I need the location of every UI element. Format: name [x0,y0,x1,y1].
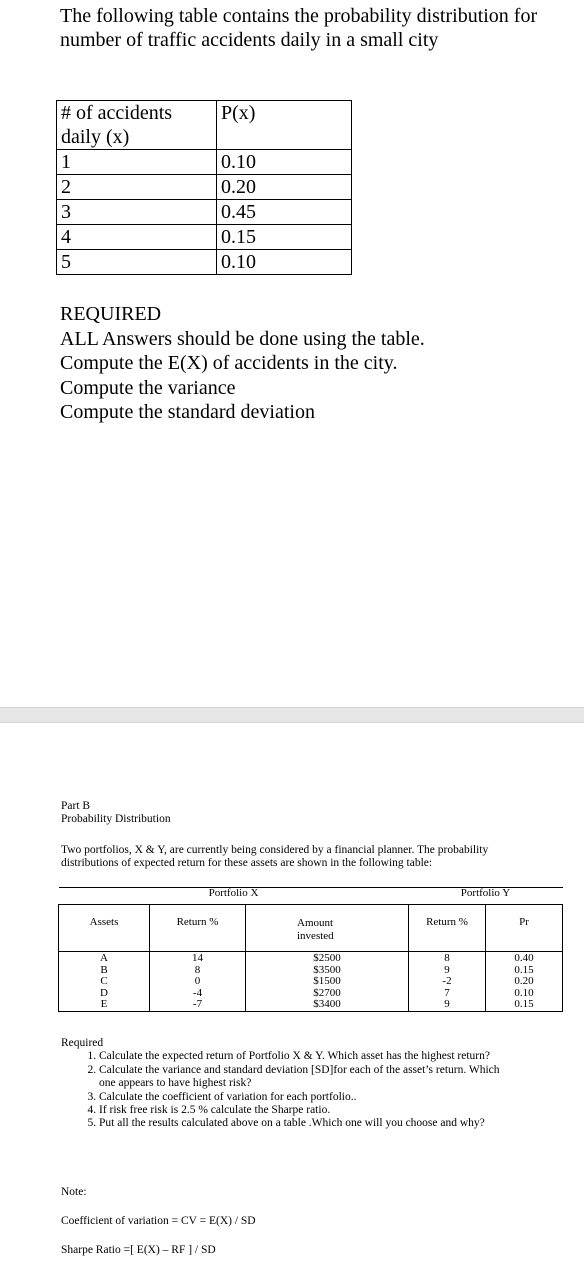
table-row [57,225,352,250]
column-header-row [59,905,563,952]
pr-value: 0.40 [514,952,534,964]
amount-value: $3400 [313,998,341,1010]
return-x-value: -4 [192,986,203,999]
accidents-table [56,100,352,275]
cell-x: 4 [57,225,217,250]
col-pr: Pr [486,905,563,952]
table-row [57,250,352,275]
cell-p: 0.10 [217,250,352,275]
asset-label: C [100,975,108,987]
return-x-value: 14 [192,952,203,964]
cell-p: 0.20 [217,175,352,200]
col-assets: Assets [59,905,150,952]
pr-value: 0.10 [514,986,534,999]
cv-formula: Coefficient of variation = CV = E(X) / SD [61,1215,256,1227]
col-return-y: Return % [409,905,486,952]
assets-cell [59,952,150,1012]
return-x-value: 8 [194,963,201,976]
pr-value: 0.15 [514,963,534,976]
asset-label: D [100,986,108,999]
question-item: 3. Calculate the coefficient of variation for each portfolio.. [99,1091,511,1104]
return-x-value: 0 [194,975,201,987]
cell-x: 1 [57,150,217,175]
return-y-value: 8 [444,952,450,964]
table-header-row [57,101,352,150]
pr-value: 0.20 [514,975,534,987]
amount-value: $2500 [313,952,341,964]
asset-label: A [100,952,108,964]
required-questions [61,1037,511,1131]
pr-value: 0.15 [514,998,534,1010]
portfolio-x-header: Portfolio X [59,888,409,905]
amount-value: $2700 [313,986,341,999]
question-item: 5. Put all the results calculated above on a table .Which one will you choose and why? [99,1117,511,1130]
cell-p: 0.45 [217,200,352,225]
col-return-x: Return % [150,905,246,952]
table-row [57,175,352,200]
page-title: The following table contains the probability distribution for number of traffic accidents daily in a small city [60,5,538,51]
required-line: Compute the E(X) of accidents in the city. [60,352,398,375]
question-list [61,1050,511,1130]
required-line: ALL Answers should be done using the table. [60,327,425,350]
cell-x: 2 [57,175,217,200]
required-heading: REQUIRED [60,303,162,325]
cell-p: 0.10 [217,150,352,175]
return-y-value: -2 [442,975,452,987]
table-row [59,952,563,1012]
cell-x: 5 [57,250,217,275]
pr-cell [486,952,563,1012]
table-row [57,150,352,175]
part-heading [61,800,171,827]
required-section [60,302,425,425]
part-label: Part B [61,800,91,812]
amount-value: $1500 [313,975,341,987]
amount-cell [246,952,409,1012]
required-heading-2: Required [61,1037,104,1049]
portfolio-header-row [59,888,563,905]
asset-label: E [100,998,108,1010]
note-label: Note: [61,1186,87,1198]
question-item: 2. Calculate the variance and standard deviation [SD]for each of the asset’s return. Which one appears to have highest risk? [99,1064,511,1091]
required-line: Compute the standard deviation [60,401,315,424]
cell-x: 3 [57,200,217,225]
table-row [57,200,352,225]
intro-paragraph: Two portfolios, X & Y, are currently being considered by a financial planner. The probability distributions of expected return for these assets are shown in the following table: [61,844,489,870]
sharpe-formula: Sharpe Ratio =[ E(X) – RF ] / SD [61,1244,216,1256]
amount-value: $3500 [313,963,341,976]
return-x-cell [150,952,246,1012]
portfolio-table [58,887,563,1012]
return-x-value: -7 [192,998,203,1010]
header-probability: P(x) [217,101,352,150]
question-item: 4. If risk free risk is 2.5 % calculate the Sharpe ratio. [99,1104,511,1117]
col-amount-cell [246,905,409,952]
return-y-value: 9 [444,998,450,1010]
return-y-value: 7 [444,986,450,999]
question-item: 1. Calculate the expected return of Portfolio X & Y. Which asset has the highest return? [99,1050,511,1063]
asset-label: B [100,963,108,976]
part-subtitle: Probability Distribution [61,813,171,826]
required-line: Compute the variance [60,376,236,399]
return-y-cell [409,952,486,1012]
return-y-value: 9 [444,963,450,976]
header-accidents: # of accidents daily (x) [57,101,217,150]
page-divider [0,707,584,723]
col-amount: Amount invested [297,917,334,942]
cell-p: 0.15 [217,225,352,250]
portfolio-y-header: Portfolio Y [409,888,563,905]
